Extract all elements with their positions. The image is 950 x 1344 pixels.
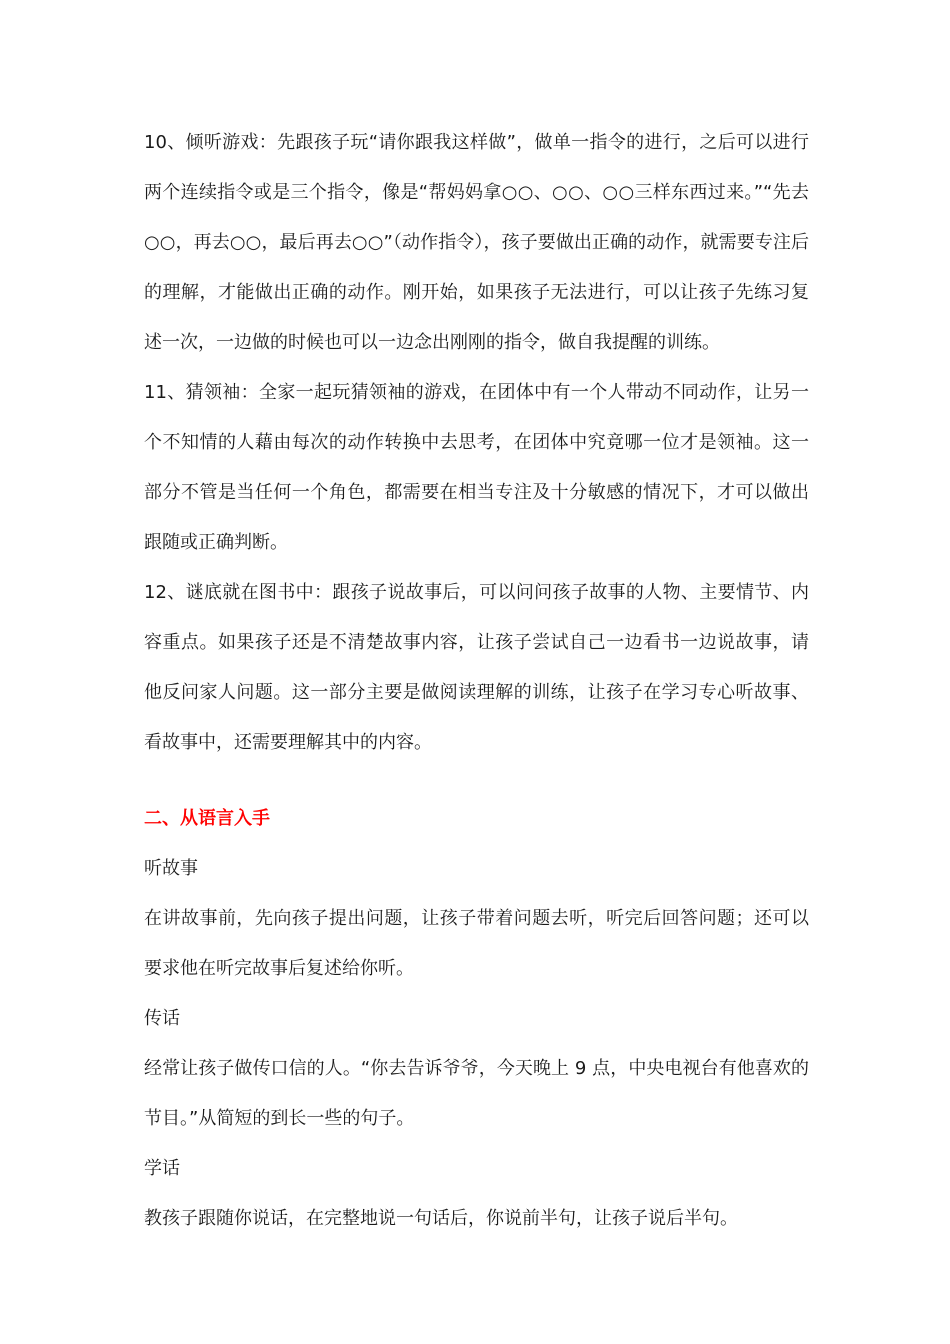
item-12-paragraph: 12、谜底就在图书中：跟孩子说故事后，可以问问孩子故事的人物、主要情节、内容重点。如果孩子还是不清楚故事内容，让孩子尝试自己一边看书一边说故事，请他反问家人问题。这一部分主要是做阅读理解的训练，让孩子在学习专心听故事、看故事中，还需要理解其中的内容。 [144,582,809,753]
item-10-paragraph: 10、倾听游戏：先跟孩子玩“请你跟我这样做”，做单一指令的进行，之后可以进行两个连续指令或是三个指令，像是“帮妈妈拿○○、○○、○○三样东西过来。”“先去○○，再去○○，最后再去○○”（动作指令），孩子要做出正确的动作，就需要专注后的理解，才能做出正确的动作。刚开始，如果孩子无法进行，可以让孩子先练习复述一次，一边做的时候也可以一边念出刚刚的指令，做自我提醒的训练。 [144,132,809,353]
block-body-pass-message: 经常让孩子做传口信的人。“你去告诉爷爷，今天晚上 9 点，中央电视台有他喜欢的节目。”从简短的到长一些的句子。 [144,1058,809,1129]
block-title-pass-message: 传话 [144,1008,180,1029]
block-title-listen-story: 听故事 [144,858,198,879]
block-title-imitate-speech: 学话 [144,1158,180,1179]
item-11-paragraph: 11、猜领袖：全家一起玩猜领袖的游戏，在团体中有一个人带动不同动作，让另一个不知情的人藉由每次的动作转换中去思考，在团体中究竟哪一位才是领袖。这一部分不管是当任何一个角色，都需要在相当专注及十分敏感的情况下，才可以做出跟随或正确判断。 [144,382,809,553]
block-body-listen-story: 在讲故事前，先向孩子提出问题，让孩子带着问题去听，听完后回答问题；还可以要求他在听完故事后复述给你听。 [144,908,809,979]
block-body-imitate-speech: 教孩子跟随你说话，在完整地说一句话后，你说前半句，让孩子说后半句。 [144,1208,738,1229]
section-heading: 二、从语言入手 [144,808,270,829]
